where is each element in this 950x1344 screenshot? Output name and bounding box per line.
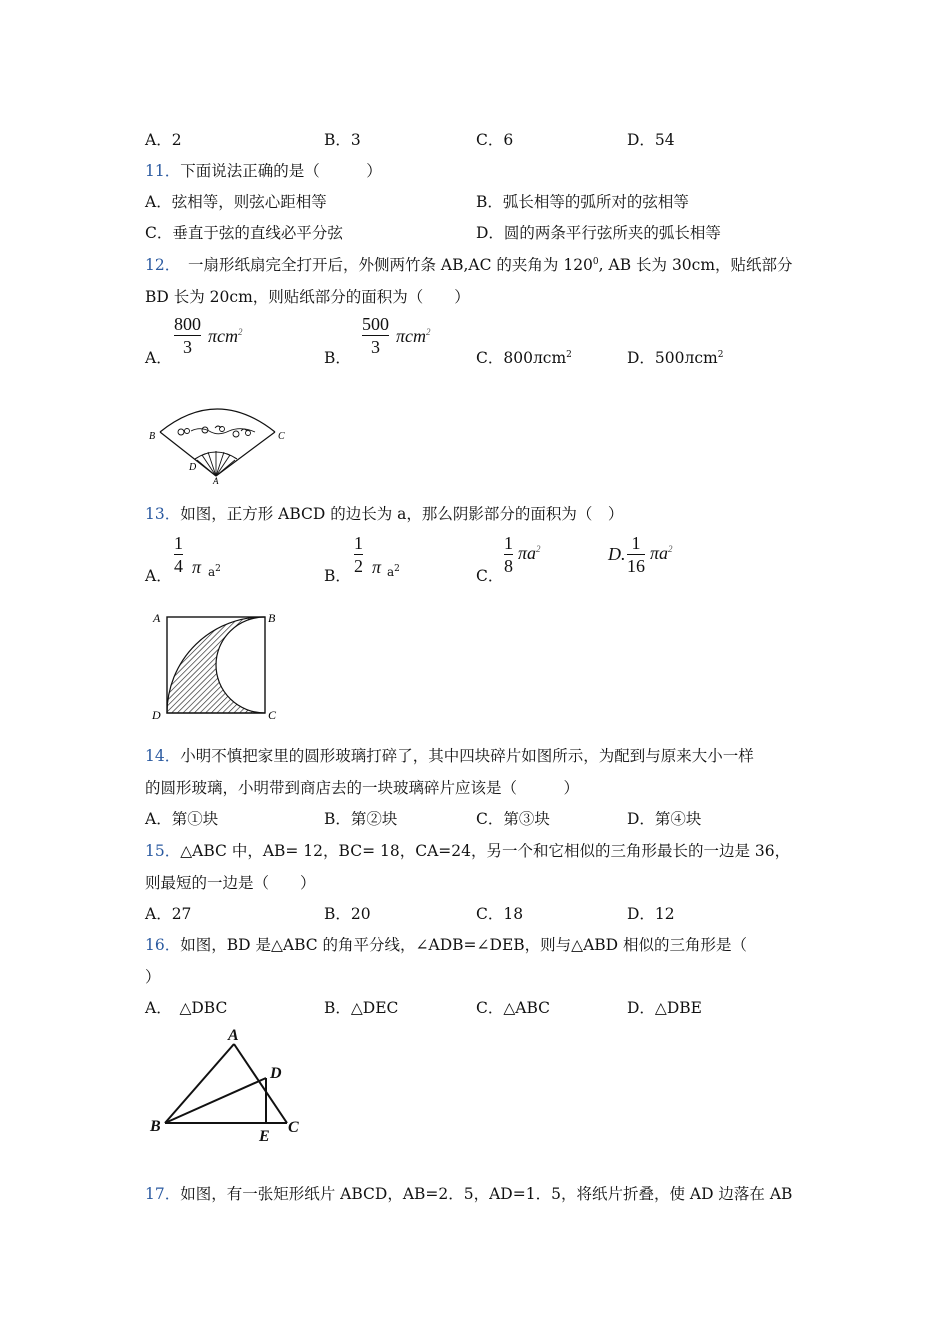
option-b: B．: [324, 349, 351, 367]
option-d: D．圆的两条平行弦所夹的弧长相等: [476, 224, 721, 242]
triangle-label-e: E: [259, 1128, 270, 1145]
option-b: B．: [324, 567, 351, 585]
question-number: 11．: [145, 162, 181, 180]
question-number: 15．: [145, 842, 181, 860]
fan-label-a: A: [213, 476, 219, 486]
question-stem: 下面说法正确的是（ ）: [180, 162, 382, 180]
pi-cm-unit: πcm$^2$: [396, 326, 431, 346]
fraction-1-4: 1 4: [174, 533, 183, 576]
denominator: 3: [183, 337, 192, 357]
square-label-a: A: [153, 611, 161, 625]
option-b: B．第②块: [324, 810, 398, 828]
option-b: B．△DEC: [324, 999, 399, 1017]
pi-symbol: π: [192, 557, 202, 577]
option-c: C．800лcm$^2$: [476, 349, 572, 367]
question-13: [145, 502, 623, 524]
numerator: 500: [362, 314, 389, 334]
triangle-label-a: A: [228, 1027, 239, 1044]
pi-cm-unit: πcm$^2$: [208, 326, 243, 346]
question-stem-cont: , AB 长为 30cm，贴纸部分: [598, 256, 793, 274]
option-c: C．△ABC: [476, 999, 551, 1017]
fraction-1-2: 1 2: [354, 533, 363, 576]
question-17: [145, 1182, 792, 1204]
fraction-bar: [174, 335, 201, 336]
question-stem: 如图，正方形 ABCD 的边长为 a，那么阴影部分的面积为（ ）: [180, 505, 624, 523]
square-label-d: D: [152, 708, 161, 722]
square-label-b: B: [268, 611, 276, 625]
fraction-800-3: [174, 314, 201, 357]
question-15-line2: 则最短的一边是（ ）: [145, 874, 316, 892]
square-label-c: C: [268, 708, 277, 722]
question-stem: 一扇形纸扇完全打开后，外侧两竹条 AB,AC 的夹角为 120: [172, 256, 593, 274]
question-stem: 如图，BD 是△ABC 的角平分线，∠ADB=∠DEB，则与△ABD 相似的三角形是（: [180, 936, 748, 954]
pi-symbol: π: [372, 557, 382, 577]
question-number: 12．: [145, 256, 173, 274]
degree-superscript: 0: [592, 256, 599, 267]
option-a: A．弦相等，则弦心距相等: [145, 193, 327, 211]
question-16-line2: ）: [145, 968, 161, 986]
question-number: 17．: [145, 1185, 181, 1203]
question-14: [145, 744, 754, 766]
fan-label-c: C: [278, 431, 285, 442]
question-11: [145, 159, 382, 181]
fraction-bar: [362, 335, 389, 336]
option-d: D．第④块: [627, 810, 702, 828]
question-number: 14．: [145, 747, 181, 765]
fraction-1-8: 1 8: [504, 533, 513, 576]
option-d: D．12: [627, 905, 675, 923]
option-b: B．弧长相等的弧所对的弦相等: [476, 193, 689, 211]
question-number: 13．: [145, 505, 181, 523]
a-squared: $a^2$: [387, 564, 400, 579]
numerator: 800: [174, 314, 201, 334]
triangle-figure: [145, 1022, 315, 1147]
option-d: D．△DBE: [627, 999, 702, 1017]
triangle-label-d: D: [270, 1065, 282, 1082]
option-c: C．6: [476, 131, 514, 149]
question-16: [145, 933, 747, 955]
option-b: B．3: [324, 131, 361, 149]
fan-figure: [145, 398, 295, 486]
option-c: C．第③块: [476, 810, 550, 828]
fraction-500-3: [362, 314, 389, 357]
option-d: D.: [608, 544, 626, 564]
question-12-line2: BD 长为 20cm，则贴纸部分的面积为（ ）: [145, 288, 470, 306]
option-c: C．: [476, 567, 504, 585]
option-b: B．20: [324, 905, 371, 923]
option-c: C．垂直于弦的直线必平分弦: [145, 224, 343, 242]
option-a: A．第①块: [145, 810, 219, 828]
option-a: A． △DBC: [145, 999, 228, 1017]
square-figure: [148, 606, 283, 724]
option-d: D．54: [627, 131, 675, 149]
fan-label-d: D: [189, 462, 197, 473]
option-a: A．: [145, 349, 172, 367]
triangle-label-b: B: [150, 1118, 161, 1135]
a-squared: $a^2$: [208, 564, 221, 579]
question-14-line2: 的圆形玻璃，小明带到商店去的一块玻璃碎片应该是（ ）: [145, 779, 580, 797]
question-stem: 小明不慎把家里的圆形玻璃打碎了，其中四块碎片如图所示，为配到与原来大小一样: [180, 747, 754, 765]
question-12: [145, 253, 793, 275]
pi-a-squared: $\pi a^2$: [650, 543, 673, 563]
triangle-label-c: C: [288, 1119, 299, 1136]
option-a: A．27: [145, 905, 192, 923]
fan-label-b: B: [149, 431, 156, 442]
question-stem: △ABC 中，AB= 12，BC= 18，CA=24，另一个和它相似的三角形最长的一边是 36，: [180, 842, 791, 860]
question-stem: 如图，有一张矩形纸片 ABCD，AB=2．5，AD=1．5，将纸片折叠，使 AD 边落在 AB: [180, 1185, 793, 1203]
pi-a-squared: $\pi a^2$: [518, 543, 541, 563]
question-number: 16．: [145, 936, 181, 954]
fraction-1-16: 1 16: [627, 533, 645, 576]
option-d: D．500лcm$^2$: [627, 349, 724, 367]
option-a: A．2: [145, 131, 182, 149]
option-c: C．18: [476, 905, 524, 923]
denominator: 3: [371, 337, 380, 357]
question-15: [145, 839, 790, 861]
option-a: A．: [145, 567, 172, 585]
